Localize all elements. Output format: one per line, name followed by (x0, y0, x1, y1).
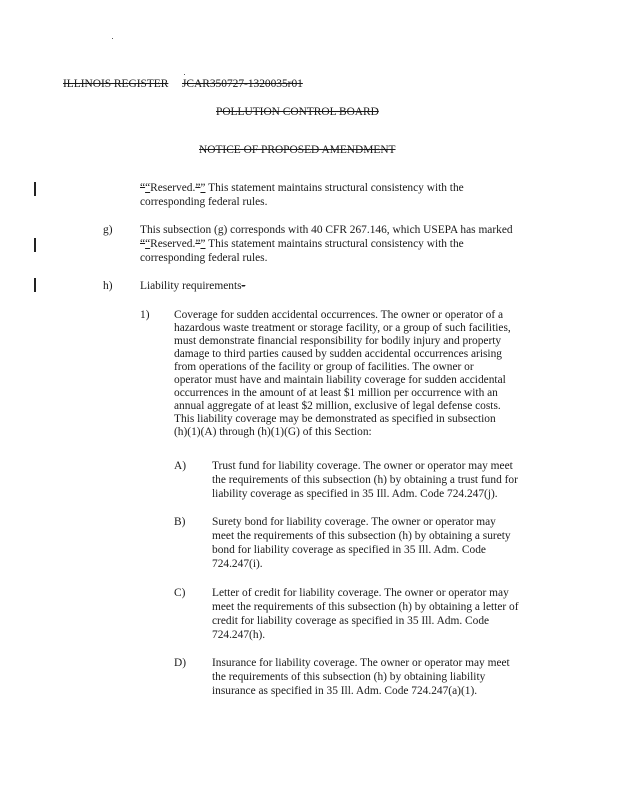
item-a-line: liability coverage as specified in 35 Ill. Adm. Code 724.247(j). (212, 488, 498, 500)
intro-line-1: ““Reserved.”” This statement maintains structural consistency with the (140, 182, 464, 194)
item-a-line: Trust fund for liability coverage. The owner or operator may meet (212, 460, 513, 472)
paragraph-1-marker: 1) (140, 309, 150, 321)
item-b-line: 724.247(i). (212, 558, 263, 570)
paragraph-1-line: annual aggregate of at least $2 million, exclusive of legal defense costs. (174, 400, 501, 412)
board-name: POLLUTION CONTROL BOARD (216, 106, 379, 118)
paragraph-1-line: Coverage for sudden accidental occurrences. The owner or operator of a (174, 309, 504, 321)
item-b-line: bond for liability coverage as specified in 35 Ill. Adm. Code (212, 544, 486, 556)
subsection-h-marker: h) (103, 280, 113, 292)
item-c-line: meet the requirements of this subsection (h) by obtaining a letter of (212, 601, 519, 613)
item-d-line: insurance as specified in 35 Ill. Adm. Code 724.247(a)(1). (212, 685, 478, 697)
paragraph-1-line: This liability coverage may be demonstrated as specified in subsection (174, 413, 496, 425)
item-d-line: Insurance for liability coverage. The owner or operator may meet (212, 657, 510, 669)
item-c-line: Letter of credit for liability coverage. The owner or operator may (212, 587, 509, 599)
notice-title: NOTICE OF PROPOSED AMENDMENT (199, 144, 396, 156)
register-id: JCAR350727-1320035r01 (182, 78, 303, 90)
paragraph-1-line: from operations of the facility or group of facilities. The owner or (174, 361, 474, 373)
subsection-h-title: Liability requirements- (140, 280, 246, 292)
change-bar (34, 182, 36, 196)
change-bar (34, 238, 36, 252)
paragraph-1-line: hazardous waste treatment or storage facility, or a group of such facilities, (174, 322, 511, 334)
paragraph-1-line: operator must have and maintain liability coverage for sudden accidental (174, 374, 506, 386)
register-title: ILLINOIS REGISTER (63, 78, 169, 90)
paragraph-1-line: occurrences in the amount of at least $1 million per occurrence with an (174, 387, 498, 399)
item-b-line: Surety bond for liability coverage. The owner or operator may (212, 516, 496, 528)
paragraph-1-line: damage to third parties caused by sudden accidental occurrences arising (174, 348, 502, 360)
item-b-marker: B) (174, 516, 186, 528)
subsection-g-line-1: This subsection (g) corresponds with 40 CFR 267.146, which USEPA has marked (140, 224, 513, 236)
item-d-line: the requirements of this subsection (h) by obtaining liability (212, 671, 486, 683)
subsection-g-line-2: ““Reserved.”” This statement maintains structural consistency with the (140, 238, 464, 250)
item-d-marker: D) (174, 657, 187, 669)
scan-speck (112, 38, 113, 39)
intro-line-2: corresponding federal rules. (140, 196, 268, 208)
change-bar (34, 278, 36, 292)
paragraph-1-line: (h)(1)(A) through (h)(1)(G) of this Section: (174, 426, 372, 438)
item-a-marker: A) (174, 460, 187, 472)
item-a-line: the requirements of this subsection (h) by obtaining a trust fund for (212, 474, 518, 486)
paragraph-1-line: must demonstrate financial responsibility for bodily injury and property (174, 335, 502, 347)
subsection-g-line-3: corresponding federal rules. (140, 252, 268, 264)
subsection-g-marker: g) (103, 224, 113, 236)
item-b-line: meet the requirements of this subsection (h) by obtaining a surety (212, 530, 511, 542)
item-c-line: credit for liability coverage as specified in 35 Ill. Adm. Code (212, 615, 490, 627)
item-c-line: 724.247(h). (212, 629, 266, 641)
item-c-marker: C) (174, 587, 186, 599)
scan-speck (184, 74, 185, 75)
